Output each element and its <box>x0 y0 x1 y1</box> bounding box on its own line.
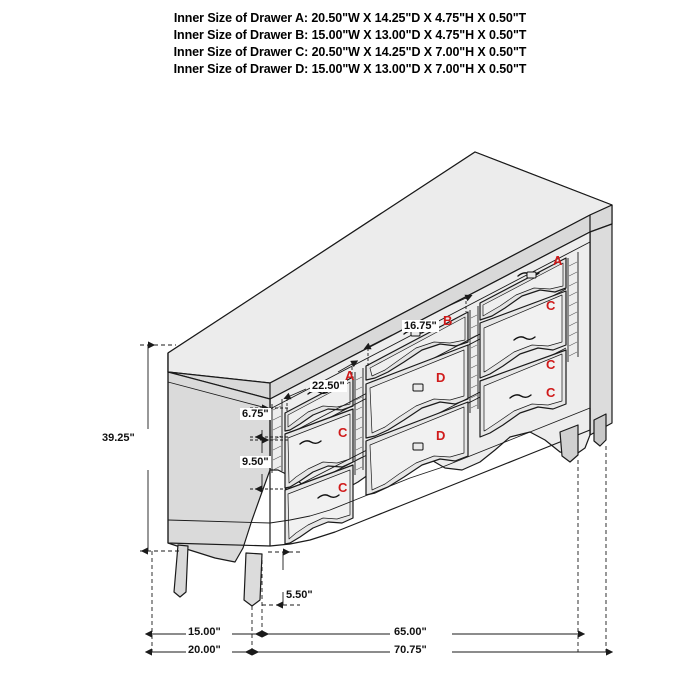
dim-leg-height: 5.50" <box>286 589 313 601</box>
spec-line-d: Inner Size of Drawer D: 15.00"W X 13.00"D X 7.00"H X 0.50"T <box>173 62 527 76</box>
label-drawer-c-right-lower: C <box>546 385 556 400</box>
spec-line-c: Inner Size of Drawer C: 20.50"W X 14.25"D X 7.00"H X 0.50"T <box>173 45 527 59</box>
leg-right-back <box>594 414 606 446</box>
label-drawer-c-left-lower: C <box>338 480 348 495</box>
dim-base-depth: 20.00" <box>188 644 221 656</box>
dim-base-width: 70.75" <box>394 644 427 656</box>
dim-drawer-width-a: 22.50" <box>312 380 345 392</box>
dim-front-width: 65.00" <box>394 626 427 638</box>
dim-drawer-width-b: 16.75" <box>404 320 437 332</box>
leg-left-front <box>244 553 262 606</box>
dim-height-total: 39.25" <box>102 432 135 444</box>
label-drawer-c-right-middle: C <box>546 357 556 372</box>
right-side-panel <box>590 224 612 435</box>
dim-drawer-height-small: 6.75" <box>242 408 269 420</box>
knob-plate-a <box>527 272 536 278</box>
label-drawer-d-middle-upper: D <box>436 370 446 385</box>
knob-plate-d-lower <box>413 443 423 450</box>
label-drawer-d-middle-lower: D <box>436 428 446 443</box>
dim-side-depth: 15.00" <box>188 626 221 638</box>
label-drawer-b-top-middle: B <box>443 313 453 328</box>
label-drawer-a-left: A <box>345 368 355 383</box>
spec-line-b: Inner Size of Drawer B: 15.00"W X 13.00"D X 4.75"H X 0.50"T <box>173 28 527 42</box>
leg-front-left <box>174 545 188 597</box>
label-drawer-a-top-right: A <box>553 253 563 268</box>
leg-right <box>560 425 578 462</box>
knob-plate-d-upper <box>413 384 423 391</box>
spec-line-a: Inner Size of Drawer A: 20.50"W X 14.25"D X 4.75"H X 0.50"T <box>173 11 527 25</box>
label-drawer-c-right-upper: C <box>546 298 556 313</box>
label-drawer-c-left-middle: C <box>338 425 348 440</box>
dim-drawer-height-large: 9.50" <box>242 456 269 468</box>
